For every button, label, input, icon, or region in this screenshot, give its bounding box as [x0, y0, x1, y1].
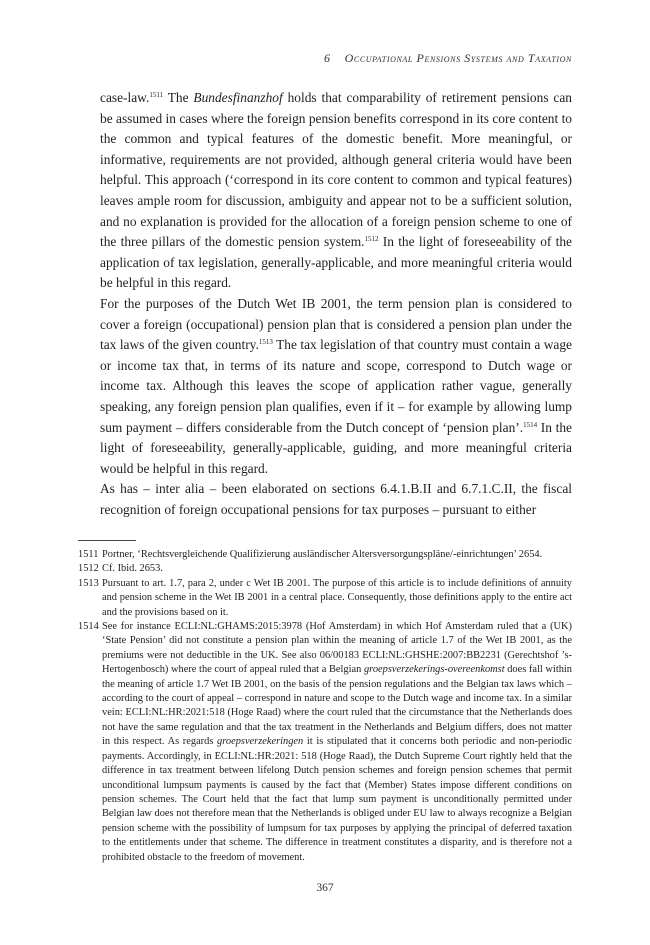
- body-text: [78, 88, 572, 520]
- footnote-1514: [78, 620, 572, 865]
- footnote-number: 1512: [78, 563, 99, 575]
- running-header: [78, 51, 572, 66]
- text-run: The tax legislation of that country must contain a wage or income tax that, in terms of its nature and scope, correspond to Dutch wage or income tax. Although this leaves the scope of application rather vague, generally speaking, any foreign pension plan qualifies, even if it – for example by allowing lump sum payment – differs considerable from the Dutch concept of ‘pension plan’.: [100, 337, 572, 435]
- footnote-1512: [78, 562, 572, 576]
- footnote-text: Cf. Ibid. 2653.: [102, 563, 163, 575]
- bullet-item-dutch-wet-ib: [78, 294, 572, 479]
- footnote-text: Pursuant to art. 1.7, para 2, under c Wet IB 2001. The purpose of this article is to include definitions of annuity and pension scheme in the Wet IB 2001 in a central place. Consequently, those definitions apply to the entire act and the provisions based on it.: [102, 577, 572, 618]
- footnote-text: does fall within the meaning of article 1.7 Wet IB 2001, on the basis of the pension regulations and the Belgian tax laws which – according to the court of appeal – correspond in nature and scope to the Dutch wage and income tax. In a similar vein: ECLI:NL:HR:2021:518 (Hoge Raad) where the court ruled that the circumstance that the Netherlands does not have the same regulation and that the tax treatment in the Netherlands and Belgium differs, does not matter in this respect. As regards: [102, 664, 572, 748]
- footnote-text: it is stipulated that it concerns both periodic and non-periodic payments. Accordingly, in ECLI:NL:HR:2021: 518 (Hoge Raad), the Dutch Supreme Court rightly held that the difference in tax treatment between lifelong Dutch pension schemes and foreign pension schemes that permit unconditional lumpsum payments is caused by the fact that (Member) States impose different conditions on pension schemes. The Court held that the fact that lump sum payment is unconditionally permitted under Belgian law does not therefore mean that the Netherlands is obliged under EU law to always recognize a Belgian pension scheme with the possibility of lumpsum for tax purposes by applying the principal of deferred taxation to the entitlements under that scheme. The difference in treatment constitutes a disparity, and is therefore not a prohibited obstacle to the freedom of movement.: [102, 736, 572, 863]
- text-run: The: [163, 90, 194, 105]
- footnote-text: See for instance ECLI:NL:GHAMS:2015:3978 (Hof Amsterdam) in which Hof Amsterdam ruled that a (UK) ‘State Pension’ did not constitute a pension plan within the meaning of article 1.7 of the Wet IB 2001, as the premiums were not deductible in the UK. See also 06/00183 ECLI:NL:GHSHE:2007:BB2231 (Gerechtshof ’s-Hertogenbosch) where the court of appeal ruled that a Belgian: [102, 621, 572, 676]
- footnote-number: 1513: [78, 577, 99, 589]
- italic-term: groepsverzekeringen: [217, 736, 304, 748]
- text-run: In the light of foreseeability, generally-applicable, guiding, and more meaningful criteria would be helpful in this regard.: [100, 419, 572, 476]
- text-run: In the light of foreseeability of the application of tax legislation, generally-applicable, and more meaningful criteria would be helpful in this regard.: [100, 234, 572, 291]
- footnote-text: Portner, ‘Rechtsvergleichende Qualifizierung ausländischer Altersversorgungspläne/-einrichtungen’ 2654.: [102, 549, 543, 560]
- footnote-number: 1514: [78, 621, 99, 633]
- chapter-number: 6: [324, 51, 331, 65]
- text-run: For the purposes of the Dutch Wet IB 2001, the term pension plan is considered to cover a foreign (occupational) pension plan that is considered a pension plan under the tax laws of the given country.: [100, 295, 572, 353]
- footnote-number: 1511: [78, 549, 99, 560]
- footnote-separator: [78, 540, 136, 541]
- footnote-ref-1514[interactable]: 1514: [523, 420, 538, 429]
- footnote-ref-1513[interactable]: 1513: [258, 338, 273, 347]
- italic-term: Bundesfinanzhof: [193, 90, 283, 105]
- italic-term: groepsverzekerings-overeenkomst: [363, 664, 505, 676]
- text-run: case-law.: [100, 90, 150, 105]
- text-run: As has – inter alia – been elaborated on sections 6.4.1.B.II and 6.7.1.C.II, the fiscal recognition of foreign occupational pensions for tax purposes – pursuant to either: [100, 481, 572, 517]
- footnote-1511: [78, 548, 572, 562]
- paragraph-continuation: [78, 88, 572, 294]
- page-number: 367: [316, 882, 334, 894]
- chapter-title: Occupational Pensions Systems and Taxation: [344, 51, 572, 65]
- text-run: holds that comparability of retirement pensions can be assumed in cases where the foreign pension benefits correspond in its core content to the common and typical features of the domestic benefit. More meaningful, or informative, requirements are not provided, although general criteria would have been helpful. This approach (‘correspond in its core content to common and typical features) leaves ample room for discussion, ambiguity and appear not to be a sufficient solution, and no explanation is provided for the allocation of a foreign pension scheme to one of the three pillars of the domestic pension system.: [100, 90, 572, 250]
- footnote-ref-1512[interactable]: 1512: [364, 235, 379, 244]
- bullet-item-fiscal-recognition: [78, 479, 572, 520]
- footnote-ref-1511[interactable]: 1511: [149, 91, 164, 99]
- footnote-1513: [78, 577, 572, 620]
- footnotes: [78, 548, 572, 865]
